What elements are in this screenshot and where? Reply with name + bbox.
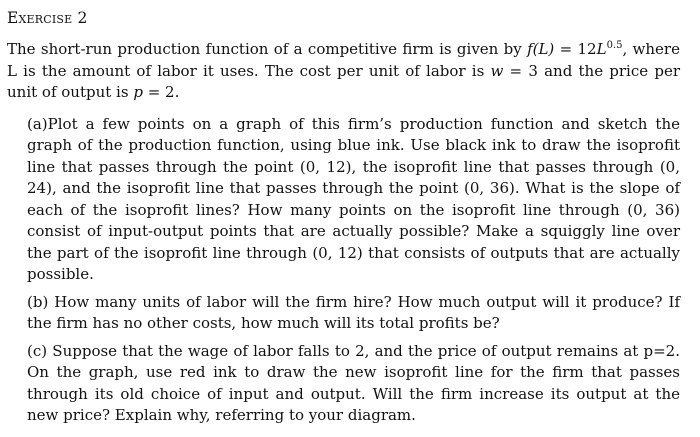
problem-intro: [7, 39, 680, 104]
wage-value-text: = 3 and the price per unit of output is: [7, 61, 680, 101]
production-function-symbol: f(L): [527, 40, 555, 58]
part-c: (c) Suppose that the wage of labor falls to 2, and the price of output remains at p=2. On the graph, use red ink to draw the new isoprofit line for the firm that passes through its old choice of input and output. Will the firm increase its output at the new price? Explain why, referring to your diagram.: [27, 341, 680, 424]
intro-text-middle: , where L is the amount of labor it uses. The cost per unit of labor is: [7, 40, 680, 80]
part-a: (a)Plot a few points on a graph of this firm’s production function and sketch the graph of the production function, using blue ink. Use black ink to draw the isoprofit line that passes through the point (0, 12), the isoprofit line that passes through (0, 24), and the isoprofit line that passes through the point (0, 36). What is the slope of each of the isoprofit lines? How many points on the isoprofit line through (0, 36) consist of input-output points that are actually possible? Make a squiggly line over the part of the isoprofit line through (0, 12) that consists of outputs that are actually possible.: [27, 114, 680, 283]
part-b: (b) How many units of labor will the firm hire? How much output will it produce? If the firm has no other costs, how much will its total profits be?: [27, 292, 680, 332]
price-variable: p: [133, 83, 143, 101]
production-function-equals: = 12: [554, 40, 597, 58]
wage-variable: w: [490, 61, 504, 80]
exercise-title: Exercise 2: [7, 9, 88, 27]
labor-variable: L: [596, 40, 607, 58]
price-value-text: = 2.: [142, 83, 180, 101]
intro-text-start: The short-run production function of a competitive firm is given by: [7, 40, 528, 58]
exponent: 0.5: [606, 40, 623, 51]
